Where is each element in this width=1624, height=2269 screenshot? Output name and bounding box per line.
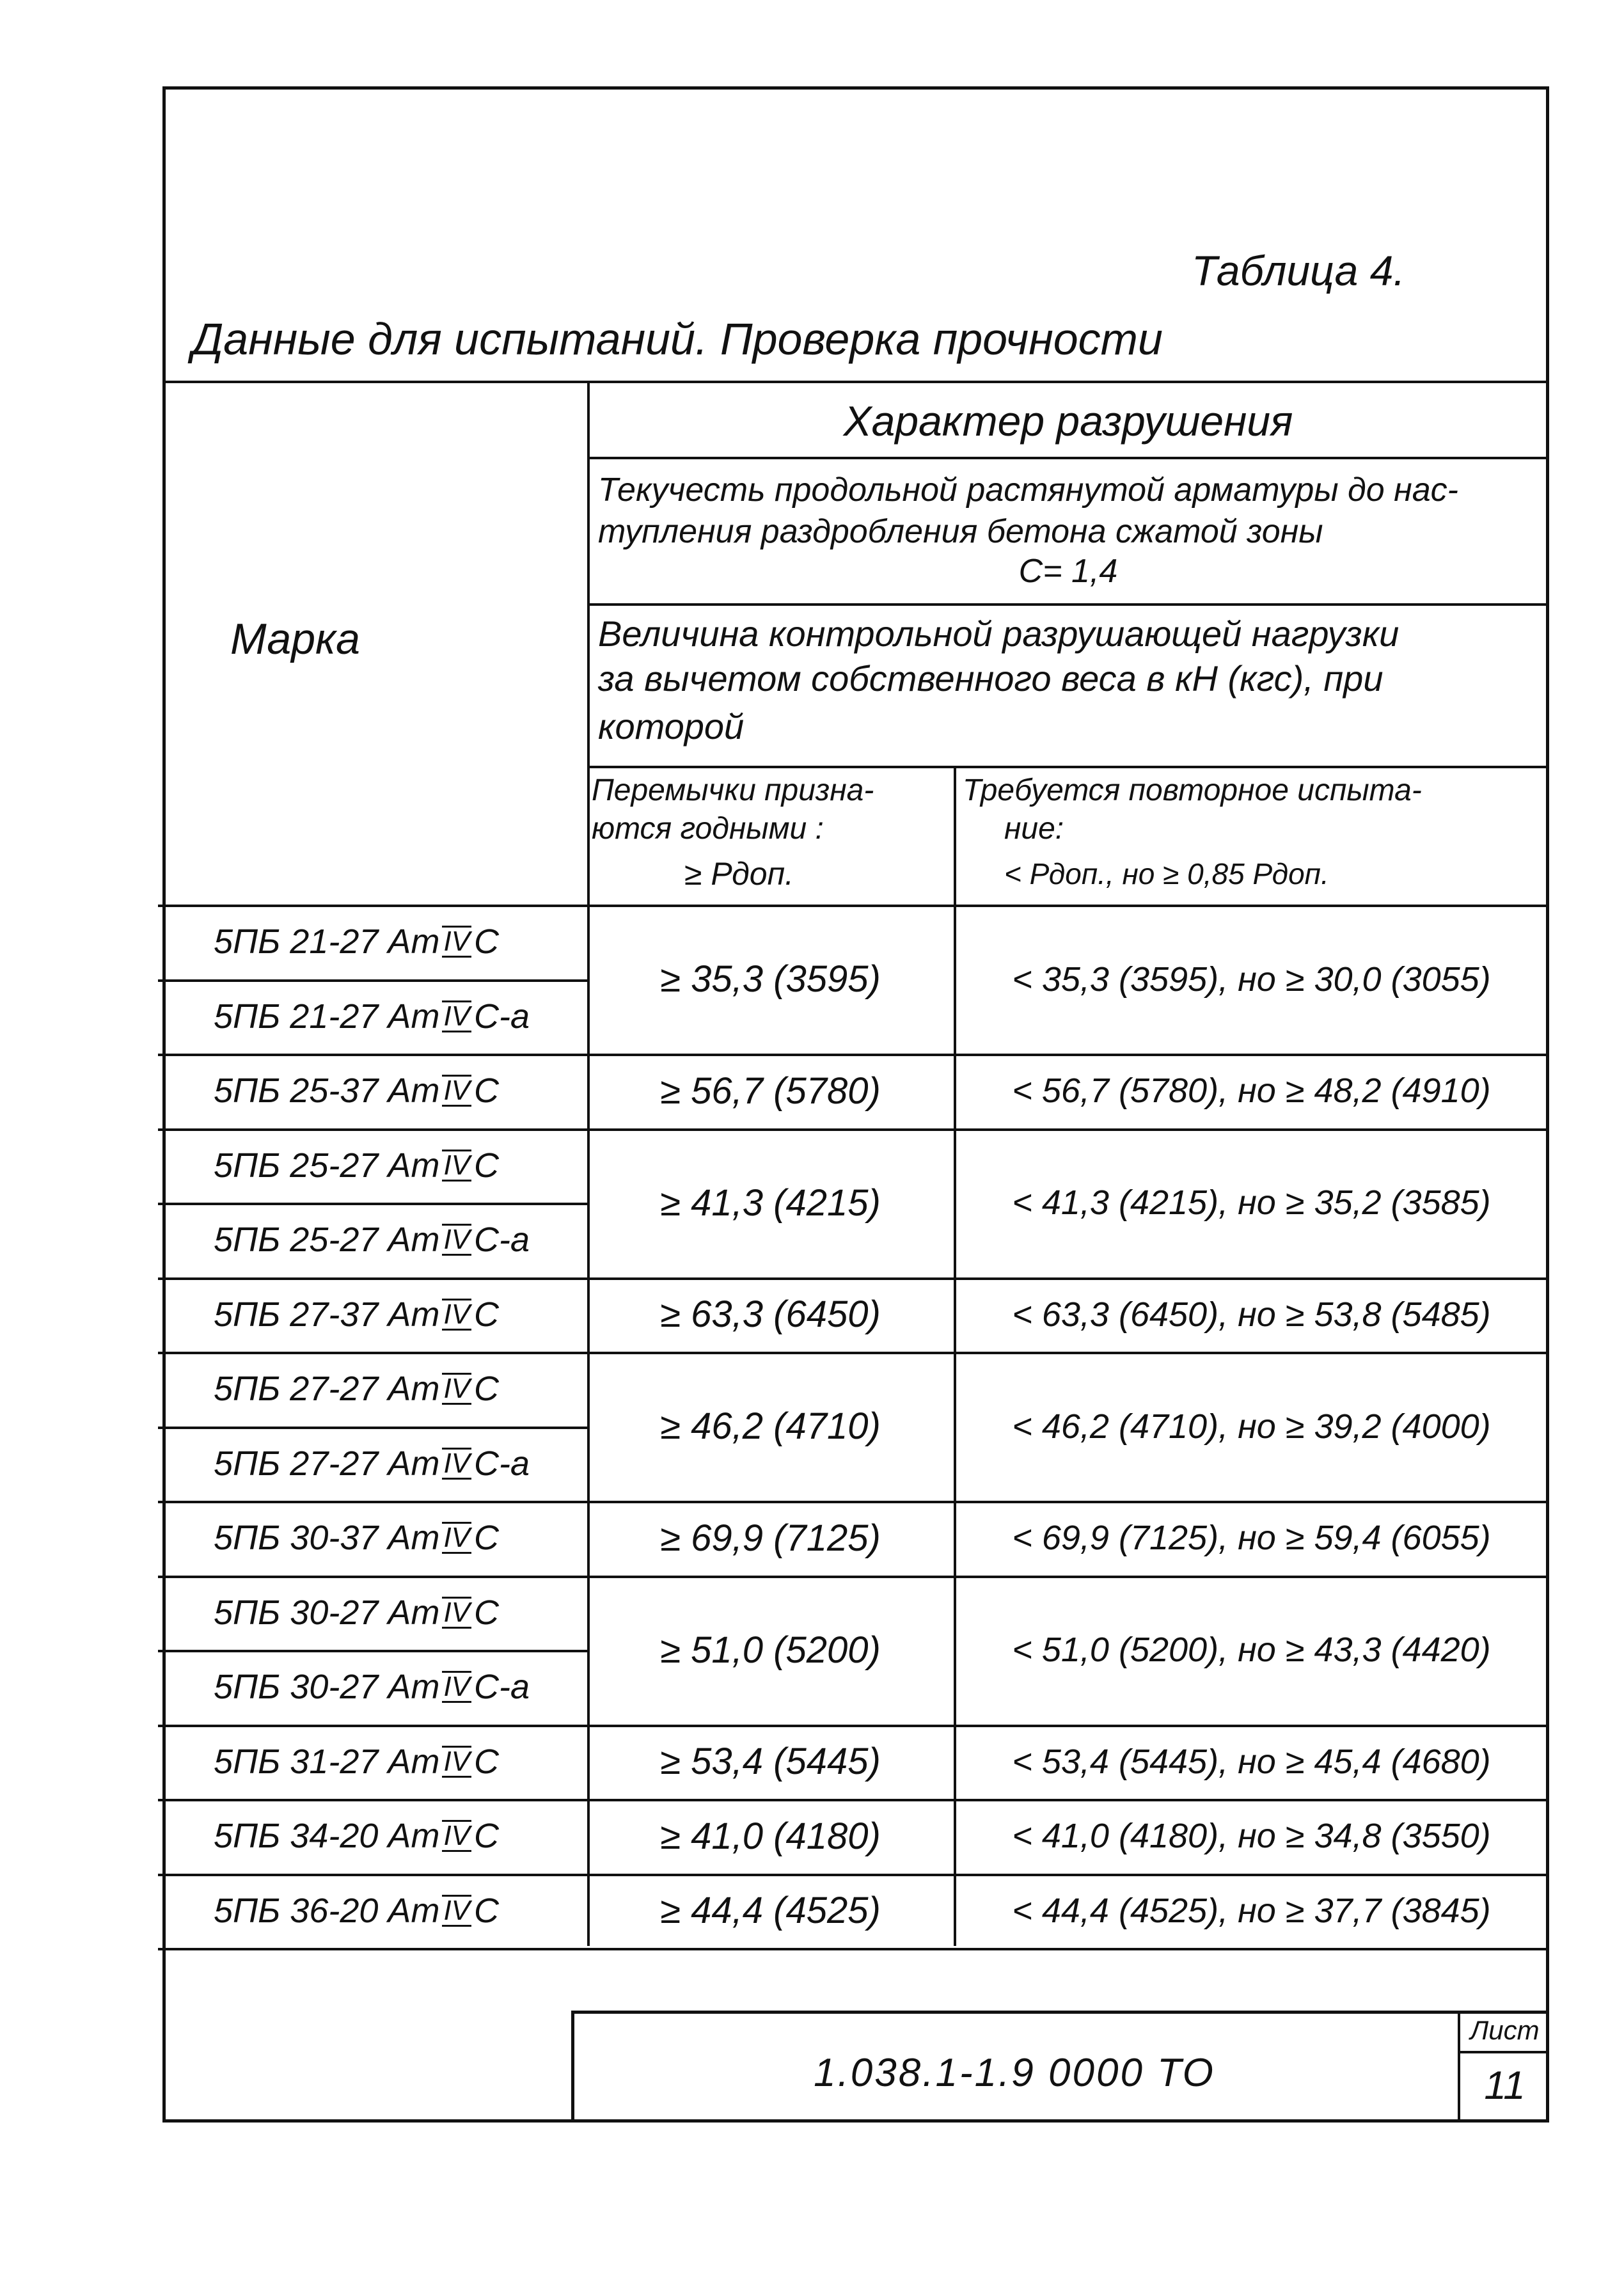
marka-part: С <box>474 922 500 961</box>
header-yield-line2: тупления раздробления бетона сжатой зоны <box>598 513 1323 550</box>
marka-part: С <box>474 1146 500 1185</box>
header-retest-line1: Требуется повторное испыта- <box>963 773 1422 807</box>
retest-load-cell: < 56,7 (5780), но ≥ 48,2 (4910) <box>1012 1071 1491 1111</box>
document-code: 1.038.1-1.9 0000 ТО <box>814 2051 1215 2095</box>
retest-load-cell: < 53,4 (5445), но ≥ 45,4 (4680) <box>1012 1742 1491 1781</box>
marka-part: 5ПБ 31-27 Ат <box>214 1742 440 1781</box>
retest-load-cell: < 51,0 (5200), но ≥ 43,3 (4420) <box>1012 1631 1491 1669</box>
ok-load-cell: ≥ 41,3 (4215) <box>660 1182 881 1224</box>
marka-part: 5ПБ 25-27 Ат <box>214 1221 440 1260</box>
sheet-number: 11 <box>1484 2064 1525 2108</box>
row-divider <box>158 979 587 982</box>
marka-part: 5ПБ 30-37 Ат <box>214 1519 440 1558</box>
retest-load-cell: < 41,3 (4215), но ≥ 35,2 (3585) <box>1012 1183 1491 1222</box>
marka-part: С <box>474 1891 500 1930</box>
marka-cell <box>162 1501 587 1576</box>
steel-class-roman: IV <box>443 1671 471 1703</box>
steel-class-roman: IV <box>443 1075 471 1107</box>
ok-load-cell: ≥ 44,4 (4525) <box>660 1890 881 1932</box>
header-ok-line1: Перемычки призна- <box>592 773 874 807</box>
marka-part: 5ПБ 30-27 Ат <box>214 1593 440 1632</box>
marka-part: С-а <box>474 997 530 1036</box>
marka-part: 5ПБ 36-20 Ат <box>214 1891 440 1930</box>
marka-cell <box>162 1799 587 1874</box>
retest-load-cell: < 44,4 (4525), но ≥ 37,7 (3845) <box>1012 1891 1491 1930</box>
marka-part: 5ПБ 25-27 Ат <box>214 1146 440 1185</box>
marka-cell <box>162 1054 587 1128</box>
ok-load-cell: ≥ 35,3 (3595) <box>660 958 881 1000</box>
marka-cell <box>162 1277 587 1352</box>
header-load-line3: которой <box>598 706 745 747</box>
header-yield-line3: C= 1,4 <box>1018 553 1118 590</box>
marka-part: 5ПБ 25-37 Ат <box>214 1071 440 1111</box>
marka-part: 5ПБ 30-27 Ат <box>214 1668 440 1707</box>
steel-class-roman: IV <box>443 1894 471 1926</box>
steel-class-roman: IV <box>443 1224 471 1256</box>
marka-cell <box>162 1874 587 1949</box>
header-retest-line2: ние: <box>1004 812 1064 846</box>
header-ok-line2: ются годными : <box>592 812 824 846</box>
steel-class-roman: IV <box>443 1447 471 1479</box>
header-load-line2: за вычетом собственного веса в кН (кгс), при <box>598 658 1384 699</box>
header-load-line1: Величина контрольной разрушающей нагрузки <box>598 613 1399 654</box>
marka-cell <box>162 1128 587 1203</box>
row-divider <box>158 1948 1549 1950</box>
ok-load-cell: ≥ 63,3 (6450) <box>660 1293 881 1336</box>
steel-class-roman: IV <box>443 1373 471 1405</box>
steel-class-roman: IV <box>443 1596 471 1628</box>
steel-class-roman: IV <box>443 1745 471 1777</box>
marka-cell <box>162 1427 587 1501</box>
ok-load-cell: ≥ 53,4 (5445) <box>660 1741 881 1783</box>
marka-part: 5ПБ 27-27 Ат <box>214 1444 440 1483</box>
marka-cell <box>162 1352 587 1427</box>
ok-load-cell: ≥ 69,9 (7125) <box>660 1517 881 1559</box>
marka-part: 5ПБ 34-20 Ат <box>214 1817 440 1856</box>
page-title: Данные для испытаний. Проверка прочности <box>192 314 1163 364</box>
header-ok-line3: ≥ Рдоп. <box>684 856 794 892</box>
marka-part: С <box>474 1593 500 1632</box>
marka-part: С <box>474 1295 500 1334</box>
marka-part: С <box>474 1742 500 1781</box>
marka-part: 5ПБ 27-27 Ат <box>214 1370 440 1409</box>
header-retest-line3: < Рдоп., но ≥ 0,85 Рдоп. <box>1004 857 1329 890</box>
marka-part: 5ПБ 27-37 Ат <box>214 1295 440 1334</box>
steel-class-roman: IV <box>443 1522 471 1554</box>
ok-load-cell: ≥ 41,0 (4180) <box>660 1815 881 1857</box>
marka-cell <box>162 979 587 1054</box>
steel-class-roman: IV <box>443 1298 471 1330</box>
ok-load-cell: ≥ 46,2 (4710) <box>660 1405 881 1447</box>
marka-part: С-а <box>474 1444 530 1483</box>
marka-cell <box>162 1725 587 1799</box>
marka-cell <box>162 905 587 979</box>
retest-load-cell: < 35,3 (3595), но ≥ 30,0 (3055) <box>1012 960 1491 999</box>
steel-class-roman: IV <box>443 1820 471 1852</box>
marka-cell <box>162 1650 587 1725</box>
steel-class-roman: IV <box>443 1000 471 1032</box>
marka-part: С-а <box>474 1221 530 1260</box>
marka-part: С <box>474 1370 500 1409</box>
marka-part: С <box>474 1519 500 1558</box>
marka-part: 5ПБ 21-27 Ат <box>214 997 440 1036</box>
ok-load-cell: ≥ 51,0 (5200) <box>660 1629 881 1671</box>
row-divider <box>158 1427 587 1429</box>
header-marka: Марка <box>230 615 360 663</box>
row-divider <box>158 1650 587 1652</box>
marka-cell <box>162 1203 587 1277</box>
row-divider <box>158 1203 587 1205</box>
marka-part: 5ПБ 21-27 Ат <box>214 922 440 961</box>
ok-load-cell: ≥ 56,7 (5780) <box>660 1070 881 1112</box>
marka-part: С <box>474 1071 500 1111</box>
table-label: Таблица 4. <box>1192 247 1405 294</box>
retest-load-cell: < 69,9 (7125), но ≥ 59,4 (6055) <box>1012 1519 1491 1558</box>
retest-load-cell: < 46,2 (4710), но ≥ 39,2 (4000) <box>1012 1407 1491 1446</box>
sheet-label: Лист <box>1470 2015 1540 2045</box>
header-yield-line1: Текучесть продольной растянутой арматуры до нас- <box>598 471 1458 509</box>
retest-load-cell: < 63,3 (6450), но ≥ 53,8 (5485) <box>1012 1295 1491 1334</box>
steel-class-roman: IV <box>443 926 471 958</box>
marka-part: С-а <box>474 1668 530 1707</box>
header-character: Характер разрушения <box>843 397 1293 445</box>
steel-class-roman: IV <box>443 1149 471 1181</box>
marka-part: С <box>474 1817 500 1856</box>
marka-cell <box>162 1576 587 1650</box>
retest-load-cell: < 41,0 (4180), но ≥ 34,8 (3550) <box>1012 1817 1491 1856</box>
